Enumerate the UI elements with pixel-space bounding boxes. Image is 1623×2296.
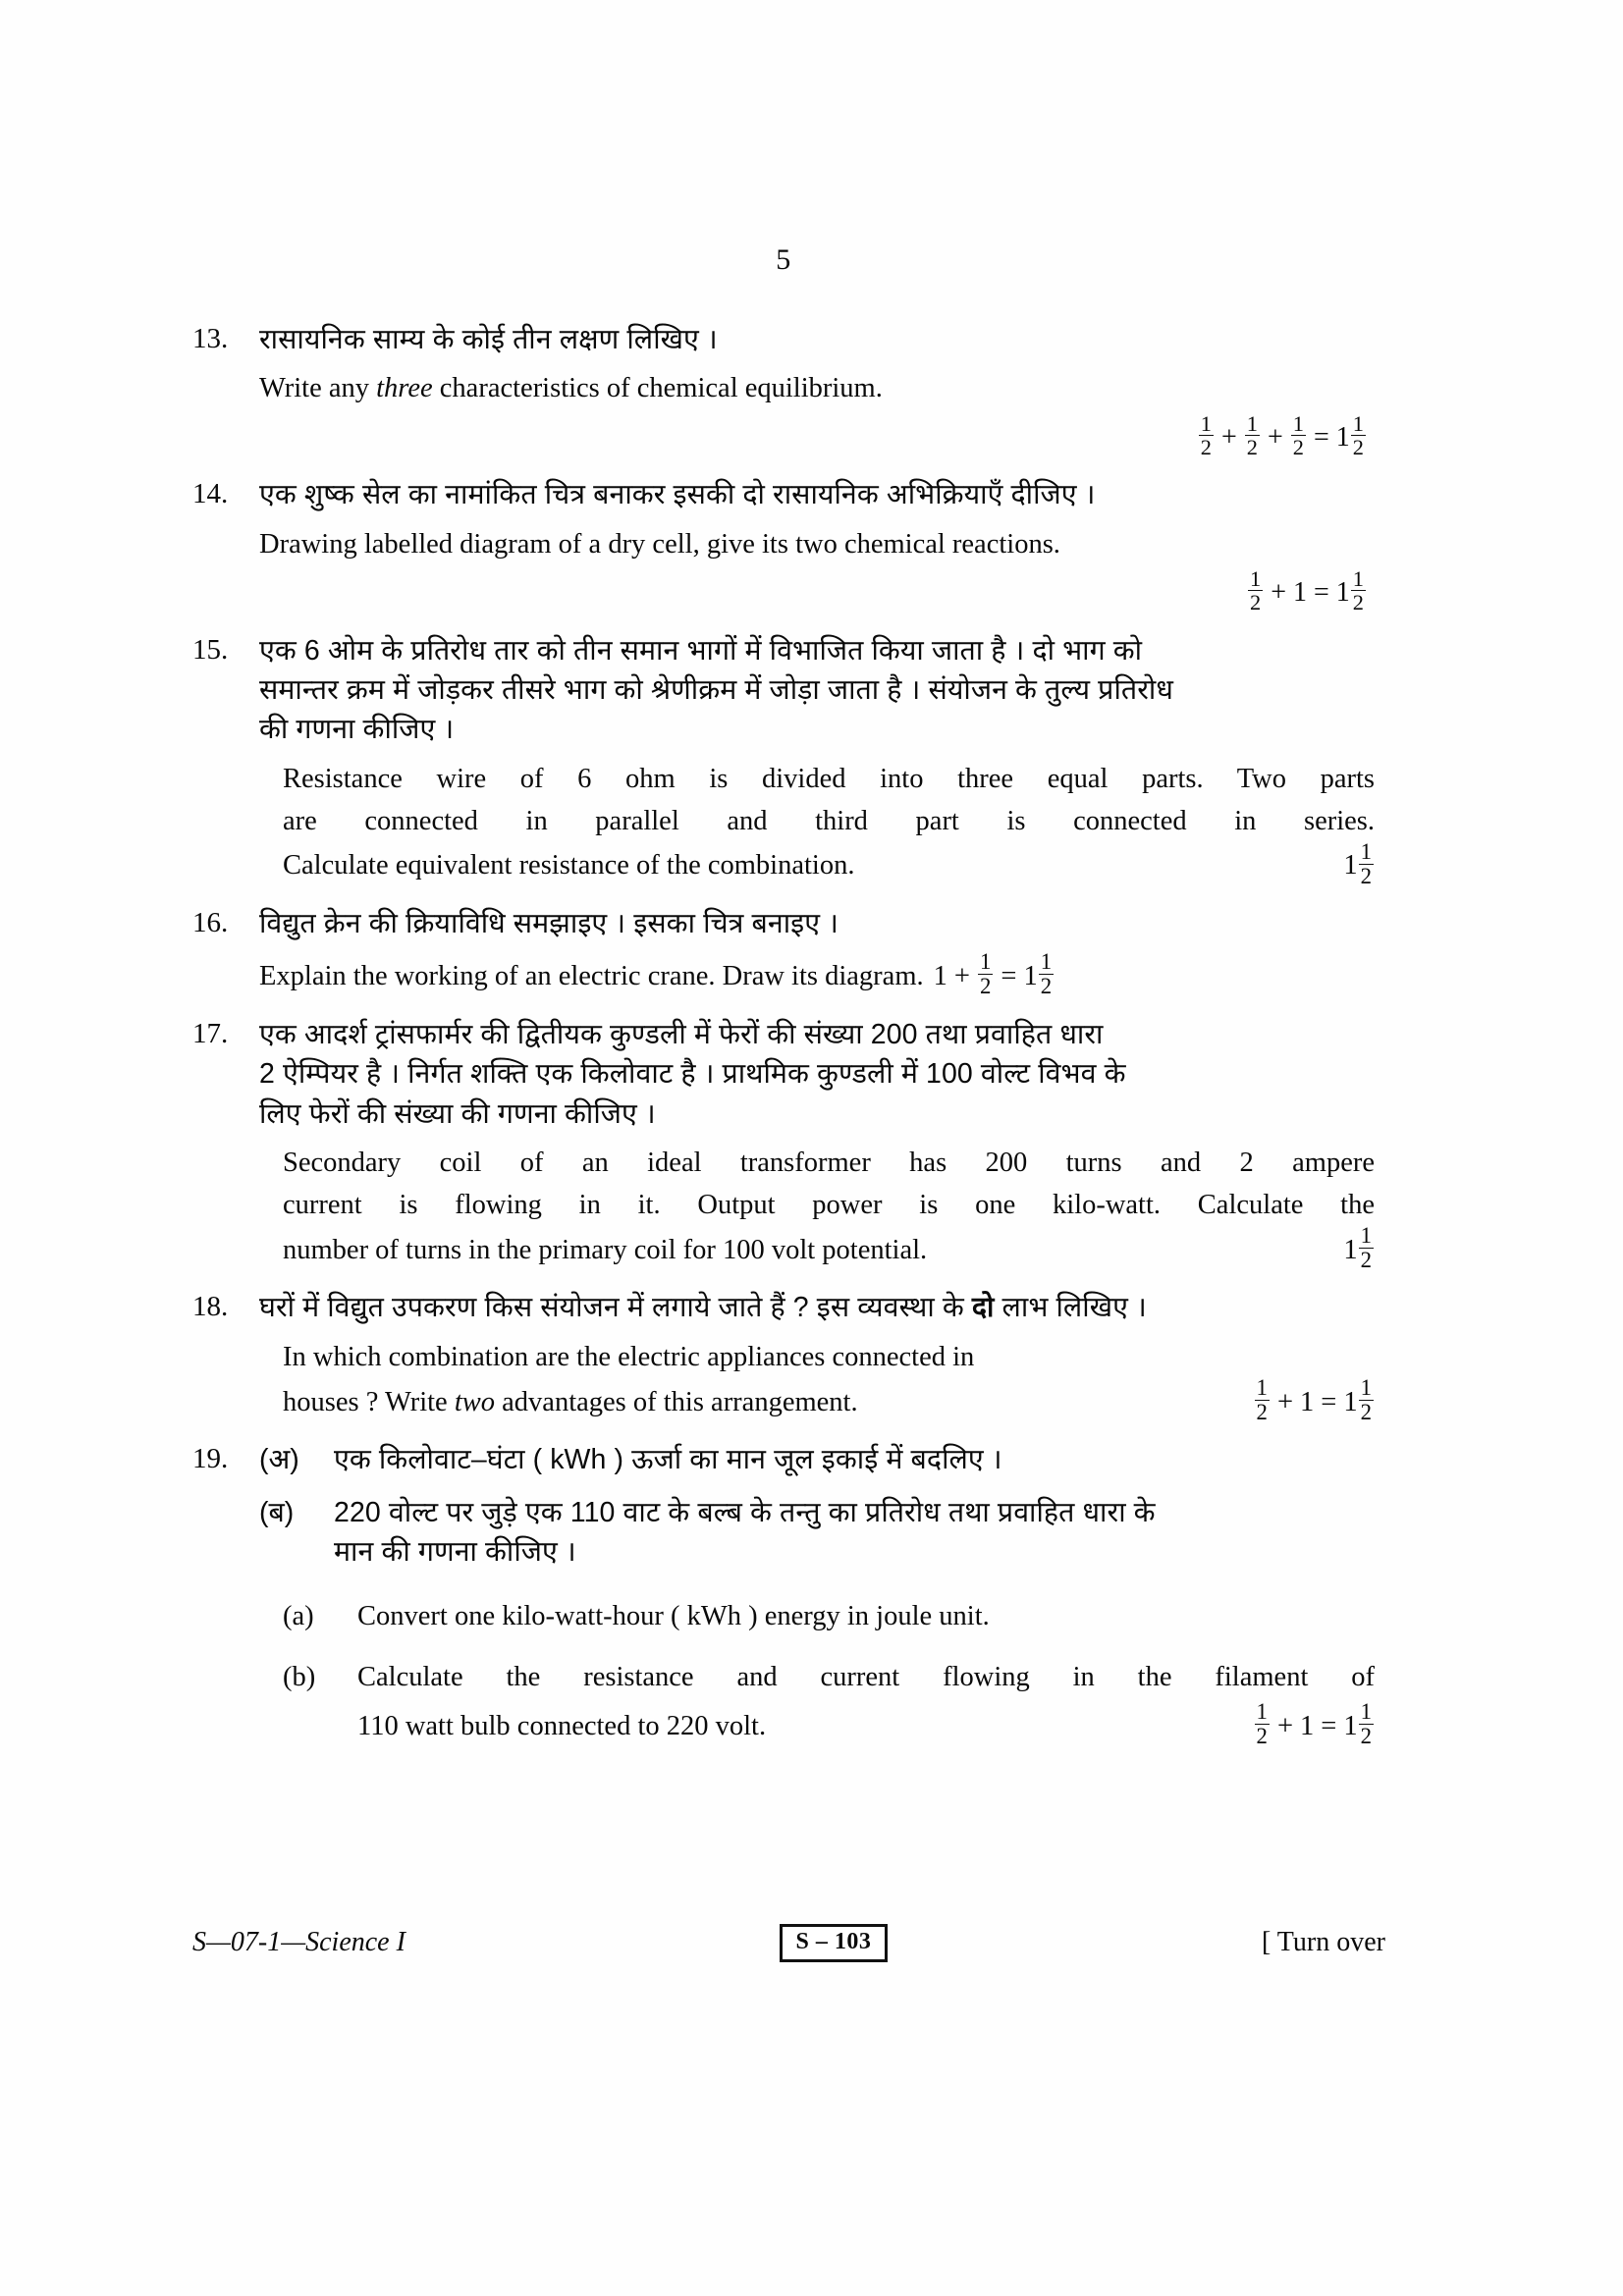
question-text-hindi: विद्युत क्रेन की क्रियाविधि समझाइए । इसका चित्र बनाइए । <box>259 908 839 940</box>
question-19-part-b-english <box>259 1657 1375 1751</box>
fraction-half: $\frac{1}{2}$ <box>979 948 992 998</box>
part-text: एक किलोवाट–घंटा ( kWh ) ऊर्जा का मान जूल इकाई में बदलिए । <box>334 1444 1002 1476</box>
marks-allocation: 1 $\frac{1}{2}$ <box>1343 838 1372 888</box>
question-number: 19. <box>192 1443 229 1475</box>
question-text-english-block <box>259 1143 1375 1274</box>
marks-allocation: $\frac{1}{2}$ + 1 = 1 $\frac{1}{2}$ <box>1256 1374 1372 1424</box>
part-text <box>334 1493 1375 1573</box>
mixed-one-and-half: 1 $\frac{1}{2}$ <box>1335 410 1364 460</box>
question-text-hindi-line-3: की गणना कीजिए । <box>259 714 455 746</box>
fraction-half: $\frac{1}{2}$ <box>1256 1699 1268 1749</box>
part-text: Convert one kilo-watt-hour ( kWh ) energy in joule unit. <box>357 1600 990 1631</box>
marks-allocation: $\frac{1}{2}$ + $\frac{1}{2}$ + $\frac{1}{2}$ = 1 $\frac{1}{2}$ <box>259 414 1375 461</box>
hindi-bold-two: दो <box>971 1292 995 1324</box>
question-17 <box>192 1015 1375 1275</box>
question-text-english <box>259 368 1375 410</box>
part-label: (अ) <box>259 1444 299 1476</box>
mixed-one-and-half: 1 $\frac{1}{2}$ <box>1335 565 1364 615</box>
english-line-2: current is flowing in it. Output power is one kilo-watt. Calculate the <box>283 1189 1375 1220</box>
question-19-part-a-english <box>259 1596 1375 1638</box>
question-number: 14. <box>192 478 229 510</box>
english-part-1: houses ? Write <box>283 1386 455 1417</box>
english-line-2: are connected in parallel and third part is connected in series. <box>283 805 1375 836</box>
question-19-part-b-hindi <box>259 1493 1375 1573</box>
fraction-half: $\frac{1}{2}$ <box>1200 410 1212 460</box>
question-text-hindi: एक शुष्क सेल का नामांकित चित्र बनाकर इसकी दो रासायनिक अभिक्रियाएँ दीजिए । <box>259 479 1096 511</box>
hindi-part-1: घरों में विद्युत उपकरण किस संयोजन में लगाये जाते हैं ? इस व्यवस्था के <box>259 1292 972 1324</box>
english-line-3-with-marks <box>283 838 1375 890</box>
english-part-2: characteristics of chemical equilibrium. <box>432 373 883 404</box>
question-text-english-block <box>259 759 1375 890</box>
english-line-3: number of turns in the primary coil for 100 volt potential. <box>283 1234 928 1265</box>
fraction-half: $\frac{1}{2}$ <box>1292 410 1304 460</box>
question-number: 17. <box>192 1017 229 1049</box>
english-part-1: Write any <box>259 373 377 404</box>
marks-allocation: $\frac{1}{2}$ + 1 = 1 $\frac{1}{2}$ <box>1256 1699 1372 1749</box>
english-line-1: Resistance wire of 6 ohm is divided into three equal parts. Two parts <box>283 763 1375 794</box>
english-line-1: Secondary coil of an ideal transformer has 200 turns and 2 ampere <box>283 1147 1375 1178</box>
question-text-hindi: रासायनिक साम्य के कोई तीन लक्षण लिखिए । <box>259 324 718 355</box>
page-content <box>192 245 1375 1765</box>
question-19 <box>192 1440 1375 1751</box>
english-line-2 <box>283 1382 858 1424</box>
english-line-3-with-marks <box>283 1222 1375 1274</box>
question-text-hindi-line-2: 2 ऐम्पियर है । निर्गत शक्ति एक किलोवाट है । प्राथमिक कुण्डली में 100 वोल्ट विभव के <box>259 1058 1126 1091</box>
marks-allocation: $\frac{1}{2}$ + 1 = 1 $\frac{1}{2}$ <box>259 569 1375 616</box>
question-14 <box>192 475 1375 616</box>
question-number: 16. <box>192 907 229 939</box>
question-text-hindi <box>259 1288 1375 1327</box>
fraction-half: $\frac{1}{2}$ <box>1256 1374 1268 1424</box>
english-emphasis: three <box>376 373 433 404</box>
english-line-2-with-marks <box>283 1374 1375 1427</box>
english-part-2: advantages of this arrangement. <box>495 1386 858 1417</box>
part-label: (a) <box>283 1600 314 1631</box>
english-line-3: Calculate equivalent resistance of the combination. <box>283 850 855 881</box>
part-text <box>357 1657 1375 1751</box>
paper-code-label: S—07-1—Science I <box>192 1927 406 1958</box>
part-line-1: Calculate the resistance and current flowing in the filament of <box>357 1662 1375 1693</box>
part-label: (ब) <box>259 1496 295 1528</box>
english-text: Explain the working of an electric crane. Draw its diagram. <box>259 960 924 991</box>
part-label: (b) <box>283 1662 316 1693</box>
english-emphasis: two <box>454 1386 496 1417</box>
turn-over-label: [ Turn over <box>1261 1927 1385 1958</box>
part-line-2: मान की गणना कीजिए । <box>334 1536 576 1569</box>
question-text-hindi-line-3: लिए फेरों की संख्या की गणना कीजिए । <box>259 1097 656 1130</box>
question-text-hindi-line-1: एक 6 ओम के प्रतिरोध तार को तीन समान भागों में विभाजित किया जाता है । दो भाग को <box>259 634 1143 667</box>
hindi-part-2: लाभ लिखिए । <box>994 1292 1147 1324</box>
question-19-part-a-hindi <box>259 1440 1375 1480</box>
question-18 <box>192 1288 1375 1426</box>
part-line-2-with-marks <box>357 1699 1375 1751</box>
question-text-english: Drawing labelled diagram of a dry cell, give its two chemical reactions. <box>259 528 1060 560</box>
question-text-hindi-line-1: एक आदर्श ट्रांसफार्मर की द्वितीयक कुण्डली में फेरों की संख्या 200 तथा प्रवाहित धारा <box>259 1018 1104 1050</box>
question-13 <box>192 320 1375 461</box>
fraction-half: $\frac{1}{2}$ <box>1246 410 1258 460</box>
english-line-1: In which combination are the electric appliances connected in <box>283 1341 975 1372</box>
marks-allocation: 1 + $\frac{1}{2}$ = 1 $\frac{1}{2}$ <box>933 948 1053 998</box>
marks-allocation: 1 $\frac{1}{2}$ <box>1343 1222 1372 1272</box>
question-text-english <box>259 948 1375 1001</box>
part-line-2: 110 watt bulb connected to 220 volt. <box>357 1711 767 1742</box>
part-line-1: 220 वोल्ट पर जुड़े एक 110 वाट के बल्ब के तन्तु का प्रतिरोध तथा प्रवाहित धारा के <box>334 1496 1156 1528</box>
subject-code-box: S – 103 <box>780 1924 889 1962</box>
question-16 <box>192 904 1375 1000</box>
question-number: 13. <box>192 323 229 354</box>
fraction-half: $\frac{1}{2}$ <box>1250 565 1262 615</box>
page-number: 5 <box>776 243 791 276</box>
page-footer <box>192 1924 1385 1962</box>
question-15 <box>192 631 1375 891</box>
question-number: 15. <box>192 633 229 666</box>
question-text-hindi-line-2: समान्तर क्रम में जोड़कर तीसरे भाग को श्रेणीक्रम में जोड़ा जाता है । संयोजन के तुल्य प्रतिरोध <box>259 673 1173 706</box>
question-number: 18. <box>192 1291 229 1323</box>
question-text-english-block <box>259 1337 1375 1427</box>
